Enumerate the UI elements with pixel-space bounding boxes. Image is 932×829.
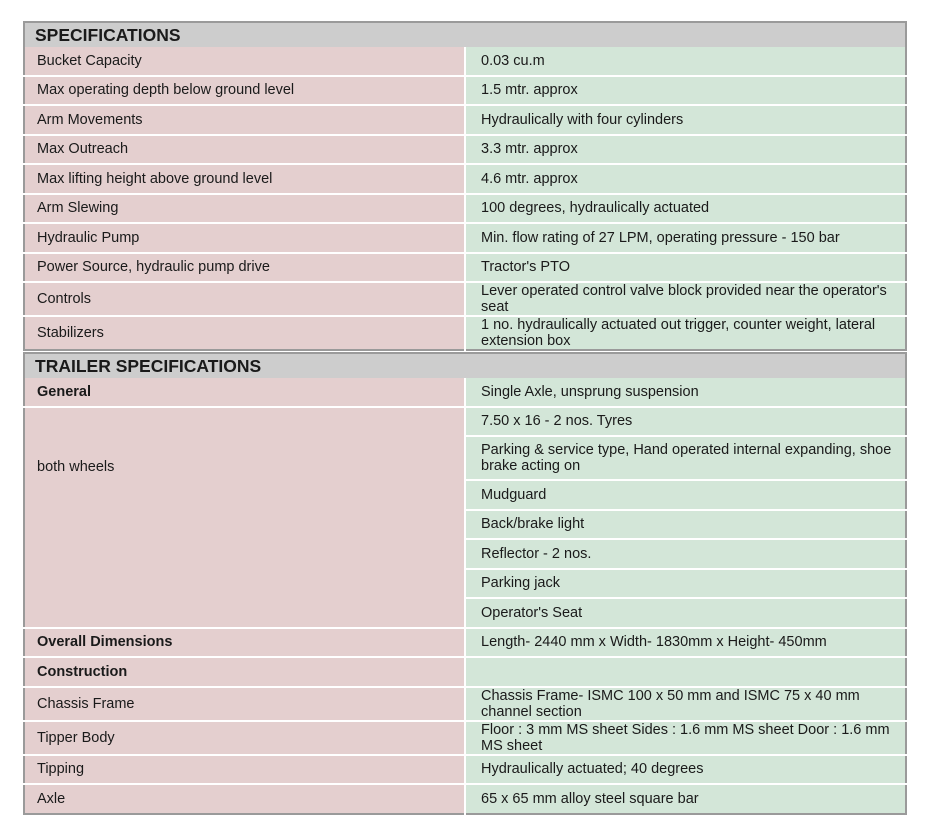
spec-label: Tipping [24, 755, 465, 785]
overall-dimensions-value: Length- 2440 mm x Width- 1830mm x Height- 450mm [465, 628, 906, 658]
table-row [24, 223, 906, 253]
spec-label: Max operating depth below ground level [24, 76, 465, 106]
spec-label: Controls [24, 282, 465, 316]
spec-value: Hydraulically with four cylinders [465, 105, 906, 135]
table-row [24, 687, 906, 721]
general-label: General [24, 378, 465, 407]
spec-label: Stabilizers [24, 316, 465, 350]
specifications-title: SPECIFICATIONS [24, 22, 906, 47]
table-row [24, 194, 906, 224]
spec-value: 1 no. hydraulically actuated out trigger, counter weight, lateral extension box [465, 316, 906, 350]
spec-value: 4.6 mtr. approx [465, 164, 906, 194]
table-row [24, 784, 906, 814]
wheels-value: Operator's Seat [465, 598, 906, 628]
spec-label: Power Source, hydraulic pump drive [24, 253, 465, 283]
table-row [24, 755, 906, 785]
spec-value: 3.3 mtr. approx [465, 135, 906, 165]
spec-label: Tipper Body [24, 721, 465, 755]
spec-value: Lever operated control valve block provided near the operator's seat [465, 282, 906, 316]
table-row [24, 105, 906, 135]
specifications-table [23, 21, 907, 351]
table-row [24, 164, 906, 194]
general-value: Single Axle, unsprung suspension [465, 378, 906, 407]
table-row [24, 316, 906, 350]
spec-value: Chassis Frame- ISMC 100 x 50 mm and ISMC 75 x 40 mm channel section [465, 687, 906, 721]
table-row [24, 76, 906, 106]
spec-value: 65 x 65 mm alloy steel square bar [465, 784, 906, 814]
table-row [24, 721, 906, 755]
table-row [24, 628, 906, 658]
wheels-label: both wheels [24, 407, 465, 628]
trailer-specifications-title: TRAILER SPECIFICATIONS [24, 353, 906, 378]
spec-value: 0.03 cu.m [465, 47, 906, 76]
spec-label: Hydraulic Pump [24, 223, 465, 253]
wheels-value: Parking jack [465, 569, 906, 599]
table-row [24, 47, 906, 76]
spec-label: Arm Slewing [24, 194, 465, 224]
trailer-specifications-table [23, 352, 907, 815]
spec-value: Min. flow rating of 27 LPM, operating pressure - 150 bar [465, 223, 906, 253]
construction-label: Construction [24, 657, 465, 687]
wheels-value: Mudguard [465, 480, 906, 510]
wheels-value: Back/brake light [465, 510, 906, 540]
construction-value [465, 657, 906, 687]
table-row [24, 135, 906, 165]
spec-value: Floor : 3 mm MS sheet Sides : 1.6 mm MS sheet Door : 1.6 mm MS sheet [465, 721, 906, 755]
table-row [24, 378, 906, 407]
wheels-value: 7.50 x 16 - 2 nos. Tyres [465, 407, 906, 437]
table-header [24, 22, 906, 47]
spec-label: Chassis Frame [24, 687, 465, 721]
spec-value: 1.5 mtr. approx [465, 76, 906, 106]
table-row [24, 657, 906, 687]
spec-value: 100 degrees, hydraulically actuated [465, 194, 906, 224]
spec-label: Max lifting height above ground level [24, 164, 465, 194]
table-row [24, 407, 906, 437]
wheels-value: Parking & service type, Hand operated internal expanding, shoe brake acting on [465, 436, 906, 480]
spec-label: Axle [24, 784, 465, 814]
table-row [24, 253, 906, 283]
spec-label: Arm Movements [24, 105, 465, 135]
wheels-value: Reflector - 2 nos. [465, 539, 906, 569]
overall-dimensions-label: Overall Dimensions [24, 628, 465, 658]
spec-value: Tractor's PTO [465, 253, 906, 283]
spec-label: Max Outreach [24, 135, 465, 165]
table-row [24, 282, 906, 316]
table-header [24, 353, 906, 378]
spec-label: Bucket Capacity [24, 47, 465, 76]
spec-value: Hydraulically actuated; 40 degrees [465, 755, 906, 785]
